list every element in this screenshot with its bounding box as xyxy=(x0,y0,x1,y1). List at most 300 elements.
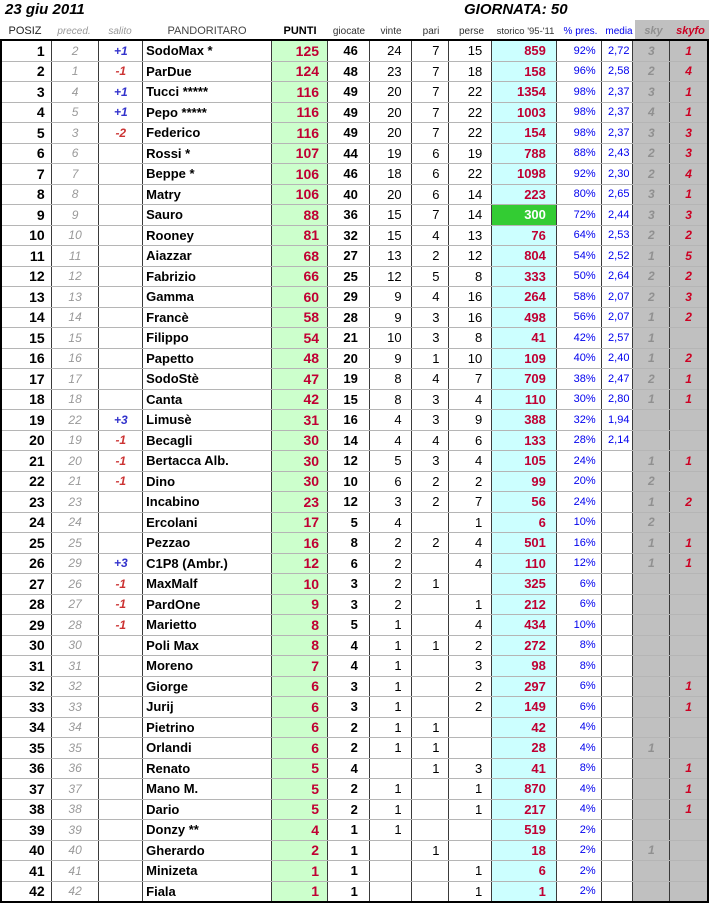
cell-pari: 2 xyxy=(412,246,450,266)
cell-sky xyxy=(633,861,670,881)
cell-pres: 16% xyxy=(557,533,602,553)
cell-media: 2,37 xyxy=(602,103,634,123)
cell-skyfo: 5 xyxy=(670,246,707,266)
table-row xyxy=(2,841,707,862)
table-row xyxy=(2,861,707,882)
cell-punti: 12 xyxy=(272,554,328,574)
cell-salito xyxy=(99,246,143,266)
cell-pari: 7 xyxy=(412,82,450,102)
cell-perse: 19 xyxy=(449,144,492,164)
cell-posiz: 40 xyxy=(2,841,52,861)
cell-sky xyxy=(633,574,670,594)
cell-punti: 47 xyxy=(272,369,328,389)
cell-skyfo xyxy=(670,738,707,758)
cell-media: 2,57 xyxy=(602,328,634,348)
cell-vinte: 1 xyxy=(370,718,412,738)
cell-vinte: 3 xyxy=(370,492,412,512)
cell-punti: 8 xyxy=(272,636,328,656)
cell-name: Papetto xyxy=(143,349,272,369)
cell-salito: -1 xyxy=(99,472,143,492)
cell-skyfo xyxy=(670,472,707,492)
table-row xyxy=(2,759,707,780)
cell-perse: 2 xyxy=(449,636,492,656)
cell-pari xyxy=(412,820,450,840)
cell-posiz: 13 xyxy=(2,287,52,307)
cell-perse: 10 xyxy=(449,349,492,369)
cell-name: C1P8 (Ambr.) xyxy=(143,554,272,574)
cell-vinte: 2 xyxy=(370,533,412,553)
cell-perse xyxy=(449,718,492,738)
cell-punti: 5 xyxy=(272,759,328,779)
cell-pari: 1 xyxy=(412,759,450,779)
cell-name: Becagli xyxy=(143,431,272,451)
column-header-media: media xyxy=(605,26,633,37)
cell-skyfo xyxy=(670,861,707,881)
table-row xyxy=(2,800,707,821)
cell-preced: 12 xyxy=(52,267,100,287)
table-row xyxy=(2,738,707,759)
table-row xyxy=(2,554,707,575)
cell-preced: 19 xyxy=(52,431,100,451)
cell-perse: 7 xyxy=(449,369,492,389)
cell-posiz: 36 xyxy=(2,759,52,779)
cell-storico: 501 xyxy=(492,533,557,553)
cell-salito xyxy=(99,185,143,205)
cell-vinte xyxy=(370,759,412,779)
cell-sky: 1 xyxy=(633,349,670,369)
cell-posiz: 33 xyxy=(2,697,52,717)
cell-pari: 7 xyxy=(412,103,450,123)
cell-giocate: 10 xyxy=(328,472,370,492)
cell-salito xyxy=(99,677,143,697)
cell-media xyxy=(602,738,634,758)
cell-name: Bertacca Alb. xyxy=(143,451,272,471)
cell-giocate: 49 xyxy=(328,123,370,143)
cell-preced: 26 xyxy=(52,574,100,594)
cell-posiz: 37 xyxy=(2,779,52,799)
cell-vinte: 15 xyxy=(370,226,412,246)
cell-posiz: 3 xyxy=(2,82,52,102)
cell-giocate: 2 xyxy=(328,718,370,738)
cell-media xyxy=(602,677,634,697)
table-row xyxy=(2,451,707,472)
cell-vinte: 1 xyxy=(370,656,412,676)
cell-pres: 98% xyxy=(557,103,602,123)
cell-punti: 107 xyxy=(272,144,328,164)
cell-vinte: 1 xyxy=(370,820,412,840)
cell-pres: 2% xyxy=(557,820,602,840)
cell-sky: 2 xyxy=(633,226,670,246)
cell-pres: 4% xyxy=(557,779,602,799)
table-row xyxy=(2,492,707,513)
cell-sky xyxy=(633,636,670,656)
cell-media xyxy=(602,574,634,594)
cell-preced: 8 xyxy=(52,185,100,205)
cell-storico: 870 xyxy=(492,779,557,799)
cell-vinte: 15 xyxy=(370,205,412,225)
cell-skyfo: 4 xyxy=(670,62,707,82)
table-row xyxy=(2,533,707,554)
cell-sky: 3 xyxy=(633,41,670,61)
cell-preced: 23 xyxy=(52,492,100,512)
cell-skyfo: 3 xyxy=(670,144,707,164)
cell-skyfo xyxy=(670,882,707,902)
cell-punti: 30 xyxy=(272,472,328,492)
cell-name: Giorge xyxy=(143,677,272,697)
cell-preced: 29 xyxy=(52,554,100,574)
cell-posiz: 20 xyxy=(2,431,52,451)
cell-skyfo xyxy=(670,328,707,348)
cell-posiz: 4 xyxy=(2,103,52,123)
table-row xyxy=(2,431,707,452)
cell-salito xyxy=(99,164,143,184)
cell-salito: -2 xyxy=(99,123,143,143)
cell-pari: 4 xyxy=(412,226,450,246)
cell-media: 2,40 xyxy=(602,349,634,369)
cell-perse: 7 xyxy=(449,492,492,512)
cell-storico: 110 xyxy=(492,390,557,410)
cell-name: Pezzao xyxy=(143,533,272,553)
cell-pari: 2 xyxy=(412,472,450,492)
cell-posiz: 7 xyxy=(2,164,52,184)
cell-giocate: 3 xyxy=(328,677,370,697)
cell-pari: 2 xyxy=(412,533,450,553)
cell-pari xyxy=(412,677,450,697)
cell-vinte: 9 xyxy=(370,308,412,328)
cell-perse: 15 xyxy=(449,41,492,61)
cell-pres: 2% xyxy=(557,882,602,902)
cell-storico: 99 xyxy=(492,472,557,492)
cell-posiz: 14 xyxy=(2,308,52,328)
table-row xyxy=(2,287,707,308)
cell-preced: 18 xyxy=(52,390,100,410)
cell-giocate: 16 xyxy=(328,410,370,430)
cell-salito: +3 xyxy=(99,410,143,430)
cell-storico: 105 xyxy=(492,451,557,471)
cell-name: Canta xyxy=(143,390,272,410)
cell-storico: 272 xyxy=(492,636,557,656)
cell-sky: 2 xyxy=(633,164,670,184)
cell-perse: 1 xyxy=(449,779,492,799)
cell-giocate: 8 xyxy=(328,533,370,553)
column-header-salito: salito xyxy=(108,26,132,37)
cell-storico: 158 xyxy=(492,62,557,82)
cell-storico: 212 xyxy=(492,595,557,615)
cell-posiz: 42 xyxy=(2,882,52,902)
cell-giocate: 29 xyxy=(328,287,370,307)
column-header-posiz: POSIZ xyxy=(8,25,42,37)
cell-giocate: 44 xyxy=(328,144,370,164)
cell-posiz: 30 xyxy=(2,636,52,656)
cell-pres: 8% xyxy=(557,636,602,656)
cell-pres: 92% xyxy=(557,164,602,184)
cell-storico: 333 xyxy=(492,267,557,287)
cell-posiz: 19 xyxy=(2,410,52,430)
cell-salito: -1 xyxy=(99,595,143,615)
cell-perse: 8 xyxy=(449,328,492,348)
cell-storico: 1 xyxy=(492,882,557,902)
cell-pari: 1 xyxy=(412,636,450,656)
cell-pari: 4 xyxy=(412,287,450,307)
cell-storico: 98 xyxy=(492,656,557,676)
cell-name: MaxMalf xyxy=(143,574,272,594)
cell-perse: 1 xyxy=(449,595,492,615)
cell-name: Fiala xyxy=(143,882,272,902)
cell-salito xyxy=(99,390,143,410)
cell-salito xyxy=(99,779,143,799)
table-row xyxy=(2,595,707,616)
cell-sky: 2 xyxy=(633,472,670,492)
table-row xyxy=(2,246,707,267)
cell-perse: 18 xyxy=(449,62,492,82)
cell-sky xyxy=(633,431,670,451)
cell-storico: 6 xyxy=(492,513,557,533)
cell-perse xyxy=(449,738,492,758)
cell-vinte: 19 xyxy=(370,144,412,164)
cell-punti: 31 xyxy=(272,410,328,430)
cell-posiz: 15 xyxy=(2,328,52,348)
cell-posiz: 5 xyxy=(2,123,52,143)
cell-vinte: 20 xyxy=(370,82,412,102)
cell-posiz: 10 xyxy=(2,226,52,246)
cell-name: Dino xyxy=(143,472,272,492)
cell-pari xyxy=(412,861,450,881)
cell-punti: 4 xyxy=(272,820,328,840)
column-header-pres: % pres. xyxy=(563,26,598,37)
cell-name: Poli Max xyxy=(143,636,272,656)
cell-giocate: 14 xyxy=(328,431,370,451)
cell-pari: 5 xyxy=(412,267,450,287)
cell-pari: 3 xyxy=(412,451,450,471)
cell-perse: 4 xyxy=(449,390,492,410)
cell-vinte: 18 xyxy=(370,164,412,184)
cell-pari xyxy=(412,615,450,635)
cell-punti: 1 xyxy=(272,861,328,881)
cell-perse: 14 xyxy=(449,185,492,205)
cell-pres: 24% xyxy=(557,492,602,512)
cell-posiz: 26 xyxy=(2,554,52,574)
cell-pres: 2% xyxy=(557,841,602,861)
column-header-punti: PUNTI xyxy=(283,25,317,37)
cell-vinte: 4 xyxy=(370,410,412,430)
cell-name: Rooney xyxy=(143,226,272,246)
table-row xyxy=(2,41,707,62)
cell-vinte: 2 xyxy=(370,595,412,615)
cell-pres: 4% xyxy=(557,800,602,820)
cell-vinte: 9 xyxy=(370,287,412,307)
cell-perse: 16 xyxy=(449,308,492,328)
cell-punti: 116 xyxy=(272,123,328,143)
cell-skyfo: 1 xyxy=(670,82,707,102)
cell-sky: 2 xyxy=(633,144,670,164)
cell-storico: 297 xyxy=(492,677,557,697)
cell-name: Minizeta xyxy=(143,861,272,881)
cell-preced: 36 xyxy=(52,759,100,779)
cell-perse xyxy=(449,820,492,840)
cell-posiz: 38 xyxy=(2,800,52,820)
table-row xyxy=(2,636,707,657)
cell-pari: 6 xyxy=(412,144,450,164)
cell-salito xyxy=(99,656,143,676)
cell-pres: 54% xyxy=(557,246,602,266)
cell-salito: -1 xyxy=(99,451,143,471)
cell-punti: 30 xyxy=(272,431,328,451)
cell-vinte xyxy=(370,882,412,902)
column-header-pandoritaro: PANDORITARO xyxy=(167,25,247,37)
cell-posiz: 8 xyxy=(2,185,52,205)
cell-punti: 60 xyxy=(272,287,328,307)
cell-salito xyxy=(99,287,143,307)
table-row xyxy=(2,718,707,739)
cell-skyfo xyxy=(670,718,707,738)
cell-name: Marietto xyxy=(143,615,272,635)
cell-pari xyxy=(412,882,450,902)
cell-giocate: 2 xyxy=(328,738,370,758)
cell-pres: 98% xyxy=(557,82,602,102)
cell-storico: 498 xyxy=(492,308,557,328)
cell-media: 2,80 xyxy=(602,390,634,410)
cell-name: Jurij xyxy=(143,697,272,717)
cell-pres: 2% xyxy=(557,861,602,881)
cell-giocate: 40 xyxy=(328,185,370,205)
cell-pres: 42% xyxy=(557,328,602,348)
cell-skyfo xyxy=(670,431,707,451)
cell-storico: 109 xyxy=(492,349,557,369)
cell-giocate: 4 xyxy=(328,759,370,779)
table-row xyxy=(2,82,707,103)
cell-sky: 3 xyxy=(633,205,670,225)
cell-pari: 1 xyxy=(412,718,450,738)
cell-skyfo: 2 xyxy=(670,492,707,512)
cell-media: 2,72 xyxy=(602,41,634,61)
cell-name: Ercolani xyxy=(143,513,272,533)
cell-media xyxy=(602,697,634,717)
cell-posiz: 35 xyxy=(2,738,52,758)
cell-perse: 13 xyxy=(449,226,492,246)
cell-vinte: 20 xyxy=(370,103,412,123)
table-row xyxy=(2,103,707,124)
cell-sky: 1 xyxy=(633,738,670,758)
cell-salito xyxy=(99,697,143,717)
cell-sky xyxy=(633,759,670,779)
cell-media: 2,14 xyxy=(602,431,634,451)
cell-media xyxy=(602,513,634,533)
cell-pres: 50% xyxy=(557,267,602,287)
cell-pari xyxy=(412,779,450,799)
cell-pres: 28% xyxy=(557,431,602,451)
cell-punti: 6 xyxy=(272,677,328,697)
cell-preced: 34 xyxy=(52,718,100,738)
table-row xyxy=(2,390,707,411)
cell-media: 2,53 xyxy=(602,226,634,246)
cell-vinte: 1 xyxy=(370,677,412,697)
cell-pres: 6% xyxy=(557,574,602,594)
cell-pari: 1 xyxy=(412,841,450,861)
cell-name: Limusè xyxy=(143,410,272,430)
cell-vinte: 23 xyxy=(370,62,412,82)
cell-salito: -1 xyxy=(99,62,143,82)
cell-storico: 300 xyxy=(492,205,557,225)
cell-skyfo: 4 xyxy=(670,164,707,184)
table-row xyxy=(2,62,707,83)
cell-pari: 6 xyxy=(412,164,450,184)
cell-perse: 1 xyxy=(449,882,492,902)
cell-skyfo: 2 xyxy=(670,308,707,328)
cell-giocate: 4 xyxy=(328,636,370,656)
cell-salito: +3 xyxy=(99,554,143,574)
cell-salito: +1 xyxy=(99,103,143,123)
table-row xyxy=(2,123,707,144)
cell-pres: 72% xyxy=(557,205,602,225)
cell-giocate: 27 xyxy=(328,246,370,266)
cell-skyfo: 1 xyxy=(670,185,707,205)
cell-giocate: 12 xyxy=(328,451,370,471)
cell-preced: 35 xyxy=(52,738,100,758)
cell-perse xyxy=(449,841,492,861)
cell-storico: 859 xyxy=(492,41,557,61)
cell-salito xyxy=(99,144,143,164)
cell-preced: 10 xyxy=(52,226,100,246)
cell-giocate: 25 xyxy=(328,267,370,287)
cell-preced: 7 xyxy=(52,164,100,184)
cell-name: Dario xyxy=(143,800,272,820)
cell-sky: 1 xyxy=(633,554,670,574)
cell-punti: 42 xyxy=(272,390,328,410)
cell-skyfo: 1 xyxy=(670,697,707,717)
cell-giocate: 46 xyxy=(328,41,370,61)
cell-salito xyxy=(99,349,143,369)
cell-sky: 3 xyxy=(633,82,670,102)
cell-salito xyxy=(99,328,143,348)
cell-pres: 80% xyxy=(557,185,602,205)
cell-sky xyxy=(633,595,670,615)
cell-perse xyxy=(449,574,492,594)
cell-sky xyxy=(633,615,670,635)
cell-punti: 6 xyxy=(272,718,328,738)
cell-media: 2,44 xyxy=(602,205,634,225)
cell-storico: 434 xyxy=(492,615,557,635)
table-row xyxy=(2,185,707,206)
table-row xyxy=(2,349,707,370)
cell-pari: 3 xyxy=(412,328,450,348)
cell-punti: 7 xyxy=(272,656,328,676)
table-row xyxy=(2,226,707,247)
cell-skyfo: 1 xyxy=(670,759,707,779)
cell-posiz: 27 xyxy=(2,574,52,594)
cell-posiz: 2 xyxy=(2,62,52,82)
cell-giocate: 49 xyxy=(328,103,370,123)
cell-media: 2,37 xyxy=(602,123,634,143)
cell-salito: +1 xyxy=(99,41,143,61)
cell-punti: 48 xyxy=(272,349,328,369)
cell-perse: 12 xyxy=(449,246,492,266)
cell-name: Beppe * xyxy=(143,164,272,184)
giornata-title: GIORNATA: 50 xyxy=(464,1,568,18)
cell-pres: 88% xyxy=(557,144,602,164)
cell-salito xyxy=(99,369,143,389)
cell-storico: 788 xyxy=(492,144,557,164)
cell-media: 2,37 xyxy=(602,82,634,102)
cell-pari: 7 xyxy=(412,62,450,82)
cell-giocate: 49 xyxy=(328,82,370,102)
cell-giocate: 32 xyxy=(328,226,370,246)
cell-storico: 388 xyxy=(492,410,557,430)
cell-preced: 32 xyxy=(52,677,100,697)
cell-sky xyxy=(633,677,670,697)
cell-perse: 1 xyxy=(449,861,492,881)
cell-storico: 133 xyxy=(492,431,557,451)
cell-salito xyxy=(99,533,143,553)
